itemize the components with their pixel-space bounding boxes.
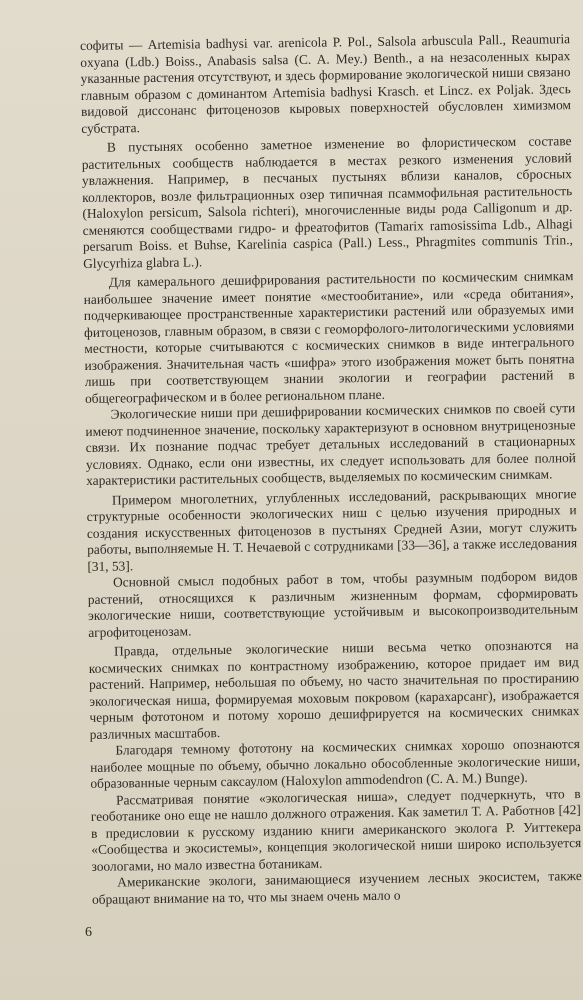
- body-text: [80, 31, 582, 908]
- paragraph: В пустынях особенно заметное изменение во флористическом составе растительных сообществ наблюдается в местах резкого изменения условий увлажнения. Например, в песчаных пустынях вблизи каналов, сбросных коллекторов, возле фильтрационных озер типичная псаммофильная растительность (Haloxylon persicum, Salsola richteri), многочисленные виды рода Calligonum и др. сменяются сообществами гидро- и фреатофитов (Tamarix ramosissima Ldb., Alhagi persarum Boiss. et Buhse, Karelinia caspica (Pall.) Less., Phragmites communis Trin., Glycyrhiza glabra L.).: [81, 133, 573, 271]
- paragraph: Для камерального дешифрирования растительности по космическим снимкам наибольшее значение имеет понятие «местообитание», или «среда обитания», подчеркивающее пространственные характеристики растений или образуемых ими фитоценозов, главным образом, в связи с геоморфолого-литологическими условиями местности, которые считываются с космических снимков в виде интегрального изображения. Значительная часть «шифра» этого изображения может быть понятна лишь при соответствующем знании экологии и географии растений в общегеографическом и в более региональном плане.: [83, 268, 575, 406]
- page-number: 6: [85, 925, 92, 940]
- paragraph: софиты — Artemisia badhysi var. arenicola P. Pol., Salsola arbuscula Pall., Reaumuria oxyana (Ldb.) Boiss., Anabasis salsa (C. A. Mey.) Benth., а на незасоленных кырах указанные растения отсутствуют, и здесь формирование экологической ниши связано главным образом с доминантом Artemisia badhysi Krasch. et Lincz. ex Poljak. Здесь видовой диссонанс фитоценозов кыровых поверхностей обусловлен химизмом субстрата.: [80, 31, 572, 136]
- paragraph: Основной смысл подобных работ в том, чтобы разумным подбором видов растений, относящихся к различным жизненным формам, сформировать экологические ниши, соответствующие устойчивым и высокопроизводительным агрофитоценозам.: [87, 568, 579, 640]
- paragraph: Экологические ниши при дешифрировании космических снимков по своей сути имеют подчиненное значение, поскольку характеризуют в основном внутриценозные связи. Их познание подчас требует детальных исследований в стационарных условиях. Однако, если они известны, их следует использовать для более полной характеристики растительных сообществ, выделяемых по космическим снимкам.: [85, 400, 577, 488]
- paragraph: Американские экологи, занимающиеся изучением лесных экосистем, также обращают внимание на то, что мы знаем очень мало о: [91, 868, 582, 907]
- paragraph: Примером многолетних, углубленных исследований, раскрывающих многие структурные особенности экологических ниш с целью изучения природных и создания искусственных фитоценозов в пустынях Средней Азии, могут служить работы, выполняемые Н. Т. Нечаевой с сотрудниками [33—36], а также исследования [31, 53].: [86, 485, 578, 574]
- paragraph: Благодаря темному фототону на космических снимках хорошо опознаются наиболее мощные по объему, обычно локально обособленные экологические ниши, образованные черным саксаулом (Haloxylon ammodendron (C. A. M.) Bunge).: [90, 736, 581, 791]
- paragraph: Правда, отдельные экологические ниши весьма четко опознаются на космических снимках по контрастному изображению, которое придает им вид растений. Например, небольшая по объему, но часто значительная по простиранию экологическая ниша, формируемая моховым покровом (карахарсанг), изображается черным фототоном и потому хорошо дешифрируется на космических снимках различных масштабов.: [88, 637, 580, 742]
- paragraph: Рассматривая понятие «экологическая ниша», следует подчеркнуть, что в геоботанике оно еще не нашло должного отражения. Как заметил Т. А. Работнов [42] в предисловии к русскому изданию книги американского эколога Р. Уиттекера «Сообщества и экосистемы», концепция экологической ниши широко используется зоологами, но мало известна ботаникам.: [90, 785, 582, 874]
